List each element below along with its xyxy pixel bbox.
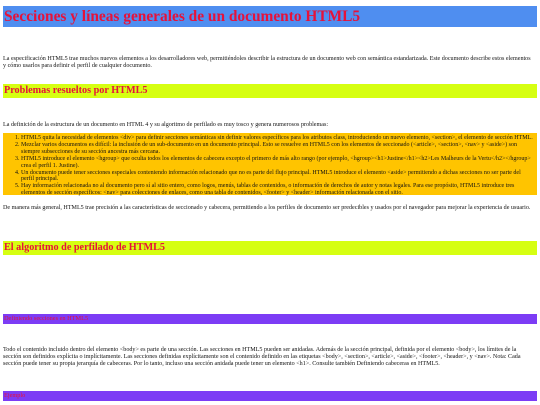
heading-algorithm: El algoritmo de perfilado de HTML5: [3, 241, 537, 255]
heading-problems: Problemas resueltos por HTML5: [3, 84, 537, 98]
problem-item: 1. HTML5 quita la necesidad de elementos <div> para definir secciones semánticas sin definir valores específicos para los atributos class, introduciendo un nuevo elemento, <section>, el elemento de sección HTML.: [21, 135, 533, 142]
page-title: Secciones y líneas generales de un documento HTML5: [3, 6, 537, 27]
problem-item: 4. Un documento puede tener secciones especiales conteniendo información relacionado que no es parte del flujo principal. HTML5 introduce el elemento <aside> permitiendo a dichas secciones no ser parte del perfil principal.: [21, 170, 533, 184]
problem-item: 3. HTML5 introduce el elemento <hgroup> que oculta todos los elementos de cabecera excepto el primero de más alto rango (por ejemplo, <hgroup><h1>Justine</h1><h2>Les Malheurs de la Vertu</h2></hgroup> crea el perfil 1. Justine).: [21, 156, 533, 170]
problems-lead-paragraph: La definición de la estructura de un documento en HTML 4 y su algoritmo de perfilado es muy tosco y genera numerosos problemas:: [3, 122, 329, 128]
problems-list-box: [3, 133, 537, 195]
problem-item: 2. Mezclar varios documentos es difícil: la inclusión de un sub-documento en un documento principal. Esto se resuelve en HTML5 con los elementos de seccionado (<article>, <section>, <nav> y <aside>) son siempre subsecciones de su sección ancestra más cercana.: [21, 142, 533, 156]
problems-closing-paragraph: De manera más general, HTML5 trae precisión a las características de seccionado y cabecera, permitiendo a los perfiles de documento ser predecibles y usados por el navegador para mejorar la experiencia de usuario.: [3, 205, 531, 211]
problems-list: [3, 135, 533, 197]
intro-paragraph: La especificación HTML5 trae muchos nuevos elementos a los desarrolladores web, permitiéndoles describir la estructura de un documento web con semántica estandarizada. Este documento describe estos elementos y cómo usarlos para definir el perfil de cualquier documento.: [3, 56, 531, 69]
subheading-defining-sections: Definiendo secciones en HTML5: [3, 314, 537, 324]
algorithm-body-paragraph: Todo el contenido incluido dentro del elemento <body> es parte de una sección. Las secciones en HTML5 pueden ser anidadas. Además de la sección principal, definida por el elemento <body>, los límites de la sección son definidos explícita o implícitamente. Las secciones definidas explícitamente son el contenido definido en las etiquetas <body>, <section>, <article>, <aside>, <footer>, <header>, y <nav>. Nota: Cada sección puede tener su propia jerarquía de cabeceras. Por lo tanto, incluso una sección anidada puede tener un elemento <h1>. Consulte también Definiendo cabeceras en HTML5.: [3, 347, 521, 367]
problem-item: 5. Hay información relacionada no al documento pero sí al sitio entero, como logos, menús, tablas de contenidos, o información de derechos de autor y notas legales. Para ese propósito, HTML5 introduce tres elementos de sección específicos: <nav> para colecciones de enlaces, como una tabla de contenidos, <footer> y <header> información relacionada con el sitio.: [21, 183, 533, 197]
subheading-example: Ejemplo: [3, 391, 537, 401]
